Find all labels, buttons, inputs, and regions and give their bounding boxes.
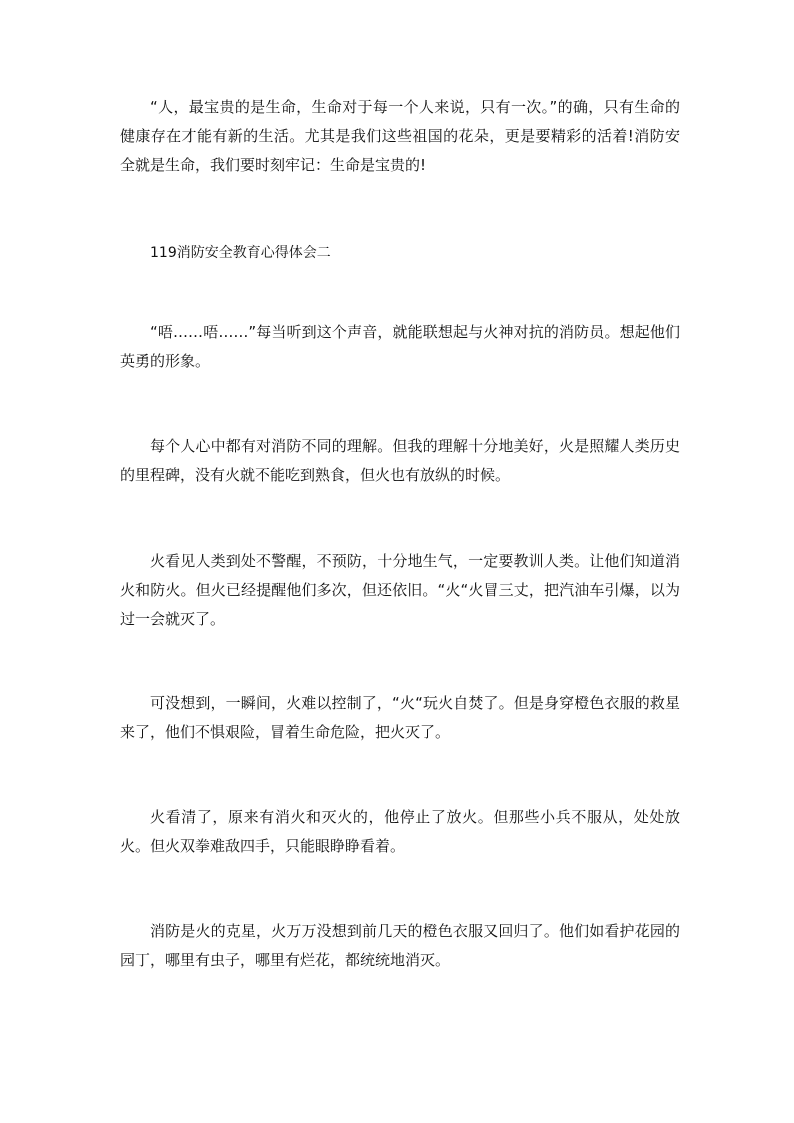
paragraph: 火看清了，原来有消火和灭火的，他停止了放火。但那些小兵不服从，处处放火。但火双拳难敌四手，只能眼睁睁看着。 bbox=[120, 808, 680, 855]
paragraph: 消防是火的克星，火万万没想到前几天的橙色衣服又回归了。他们如看护花园的园丁，哪里有虫子，哪里有烂花，都统统地消灭。 bbox=[120, 922, 680, 969]
paragraph: 每个人心中都有对消防不同的理解。但我的理解十分地美好，火是照耀人类历史的里程碑，没有火就不能吃到熟食，但火也有放纵的时候。 bbox=[120, 437, 680, 484]
paragraph: “唔……唔……”每当听到这个声音，就能联想起与火神对抗的消防员。想起他们英勇的形象。 bbox=[120, 323, 680, 370]
section-title: 119消防安全教育心得体会二 bbox=[150, 245, 331, 261]
paragraph-intro: “人，最宝贵的是生命，生命对于每一个人来说，只有一次。”的确，只有生命的健康存在才能有新的生活。尤其是我们这些祖国的花朵，更是要精彩的活着!消防安全就是生命，我们要时刻牢记：生命是宝贵的! bbox=[120, 98, 680, 174]
paragraph: 可没想到，一瞬间，火难以控制了，“火“玩火自焚了。但是身穿橙色衣服的救星来了，他们不惧艰险，冒着生命危险，把火灭了。 bbox=[120, 694, 680, 741]
paragraph: 火看见人类到处不警醒，不预防，十分地生气，一定要教训人类。让他们知道消火和防火。但火已经提醒他们多次，但还依旧。“火“火冒三丈，把汽油车引爆，以为过一会就灭了。 bbox=[120, 552, 680, 628]
